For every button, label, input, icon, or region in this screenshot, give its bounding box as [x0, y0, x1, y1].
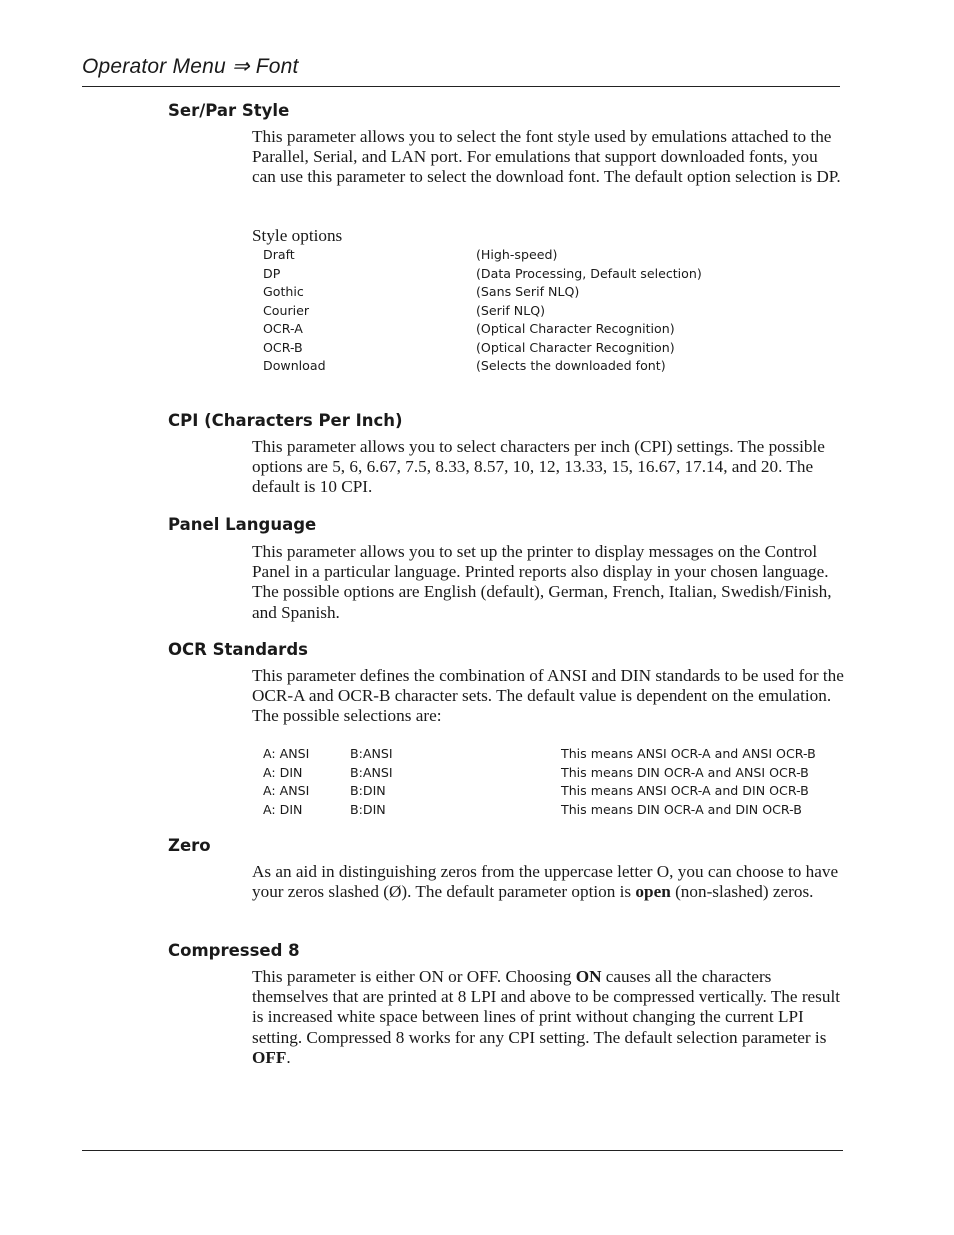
style-option-desc: (Optical Character Recognition) — [476, 321, 675, 336]
style-option-row — [0, 283, 954, 302]
zero-text-start: As an aid in distinguishing zeros from the uppercase letter O, you can choose to have your zeros slashed (Ø). The default parameter option is — [252, 862, 839, 902]
ocr-b-value: B:ANSI — [350, 764, 393, 780]
style-option-name: Draft — [263, 247, 295, 262]
compressed-default-value: OFF — [252, 1047, 287, 1067]
style-option-name: DP — [263, 265, 281, 281]
ocr-a-value: A: ANSI — [263, 746, 310, 761]
compressed-8-description — [252, 967, 844, 1068]
style-option-desc: (Optical Character Recognition) — [476, 339, 675, 355]
style-option-row — [0, 302, 954, 321]
ocr-meaning: This means DIN OCR-A and ANSI OCR-B — [561, 764, 809, 780]
footer-divider — [82, 1150, 843, 1151]
style-option-name: OCR-B — [263, 339, 303, 355]
heading-ocr-standards: OCR Standards — [168, 640, 308, 659]
heading-serpar-style: Ser/Par Style — [168, 101, 290, 120]
style-option-name: Courier — [263, 302, 310, 318]
ocr-standards-description: This parameter defines the combination of ANSI and DIN standards to be used for the OCR-A and OCR-B character sets. The default value is dependent on the emulation. The possible selections are: — [252, 666, 844, 726]
zero-text-end: (non-slashed) zeros. — [670, 882, 814, 902]
ocr-a-value: A: DIN — [263, 764, 303, 780]
panel-language-description: This parameter allows you to set up the printer to display messages on the Control Panel in a particular language. Printed reports also display in your chosen language. The possible options are English (default), German, French, Italian, Swedish/Finish, and Spanish. — [252, 542, 832, 622]
heading-zero: Zero — [168, 836, 211, 855]
style-option-desc: (Serif NLQ) — [476, 302, 546, 318]
ocr-b-value: B:DIN — [350, 801, 386, 817]
page-title: Operator Menu ⇒ Font — [82, 55, 299, 78]
compressed-on-value: ON — [575, 967, 602, 986]
compressed-text-start: This parameter is either ON or OFF. Choosing — [252, 967, 576, 986]
serpar-description: This parameter allows you to select the font style used by emulations attached to the Parallel, Serial, and LAN port. For emulations that support downloaded fonts, you can use this parameter to select the download font. The default option selection is DP. — [252, 127, 841, 187]
ocr-a-value: A: DIN — [263, 801, 303, 817]
style-option-row — [0, 320, 954, 339]
ocr-selection-row — [0, 782, 954, 801]
style-option-row — [0, 265, 954, 284]
ocr-b-value: B:ANSI — [350, 746, 393, 761]
heading-cpi: CPI (Characters Per Inch) — [168, 411, 403, 430]
style-option-row — [0, 357, 954, 376]
style-option-name: Download — [263, 358, 326, 373]
heading-compressed-8: Compressed 8 — [168, 941, 300, 960]
style-option-name: Gothic — [263, 284, 304, 299]
ocr-a-value: A: ANSI — [263, 783, 310, 798]
ocr-meaning: This means ANSI OCR-A and DIN OCR-B — [561, 783, 809, 798]
style-option-name: OCR-A — [263, 321, 303, 336]
compressed-text-end: . — [286, 1047, 291, 1067]
ocr-selection-row — [0, 745, 954, 764]
ocr-selection-row — [0, 801, 954, 820]
style-option-row — [0, 246, 954, 265]
style-option-desc: (High-speed) — [476, 247, 558, 262]
style-option-desc: (Selects the downloaded font) — [476, 358, 666, 373]
ocr-meaning: This means ANSI OCR-A and ANSI OCR-B — [561, 746, 816, 761]
ocr-selection-row — [0, 764, 954, 783]
heading-panel-language: Panel Language — [168, 515, 317, 534]
zero-default-value: open — [635, 882, 671, 902]
style-options-label: Style options — [252, 226, 343, 245]
page-header — [82, 52, 840, 87]
style-option-desc: (Sans Serif NLQ) — [476, 284, 580, 299]
compressed-text-middle: causes all the characters themselves that are printed at 8 LPI and above to be compressed vertically. The result is increased white space between lines of print without changing the current LPI setting. Compressed 8 works for any CPI setting. The default selection parameter is — [252, 967, 840, 1047]
style-option-row — [0, 339, 954, 358]
cpi-description: This parameter allows you to select characters per inch (CPI) settings. The possible options are 5, 6, 6.67, 7.5, 8.33, 8.57, 10, 12, 13.33, 15, 16.67, 17.14, and 20. The default is 10 CPI. — [252, 437, 825, 497]
zero-description — [252, 862, 844, 902]
style-option-desc: (Data Processing, Default selection) — [476, 265, 702, 281]
ocr-meaning: This means DIN OCR-A and DIN OCR-B — [561, 801, 802, 817]
ocr-b-value: B:DIN — [350, 783, 386, 798]
